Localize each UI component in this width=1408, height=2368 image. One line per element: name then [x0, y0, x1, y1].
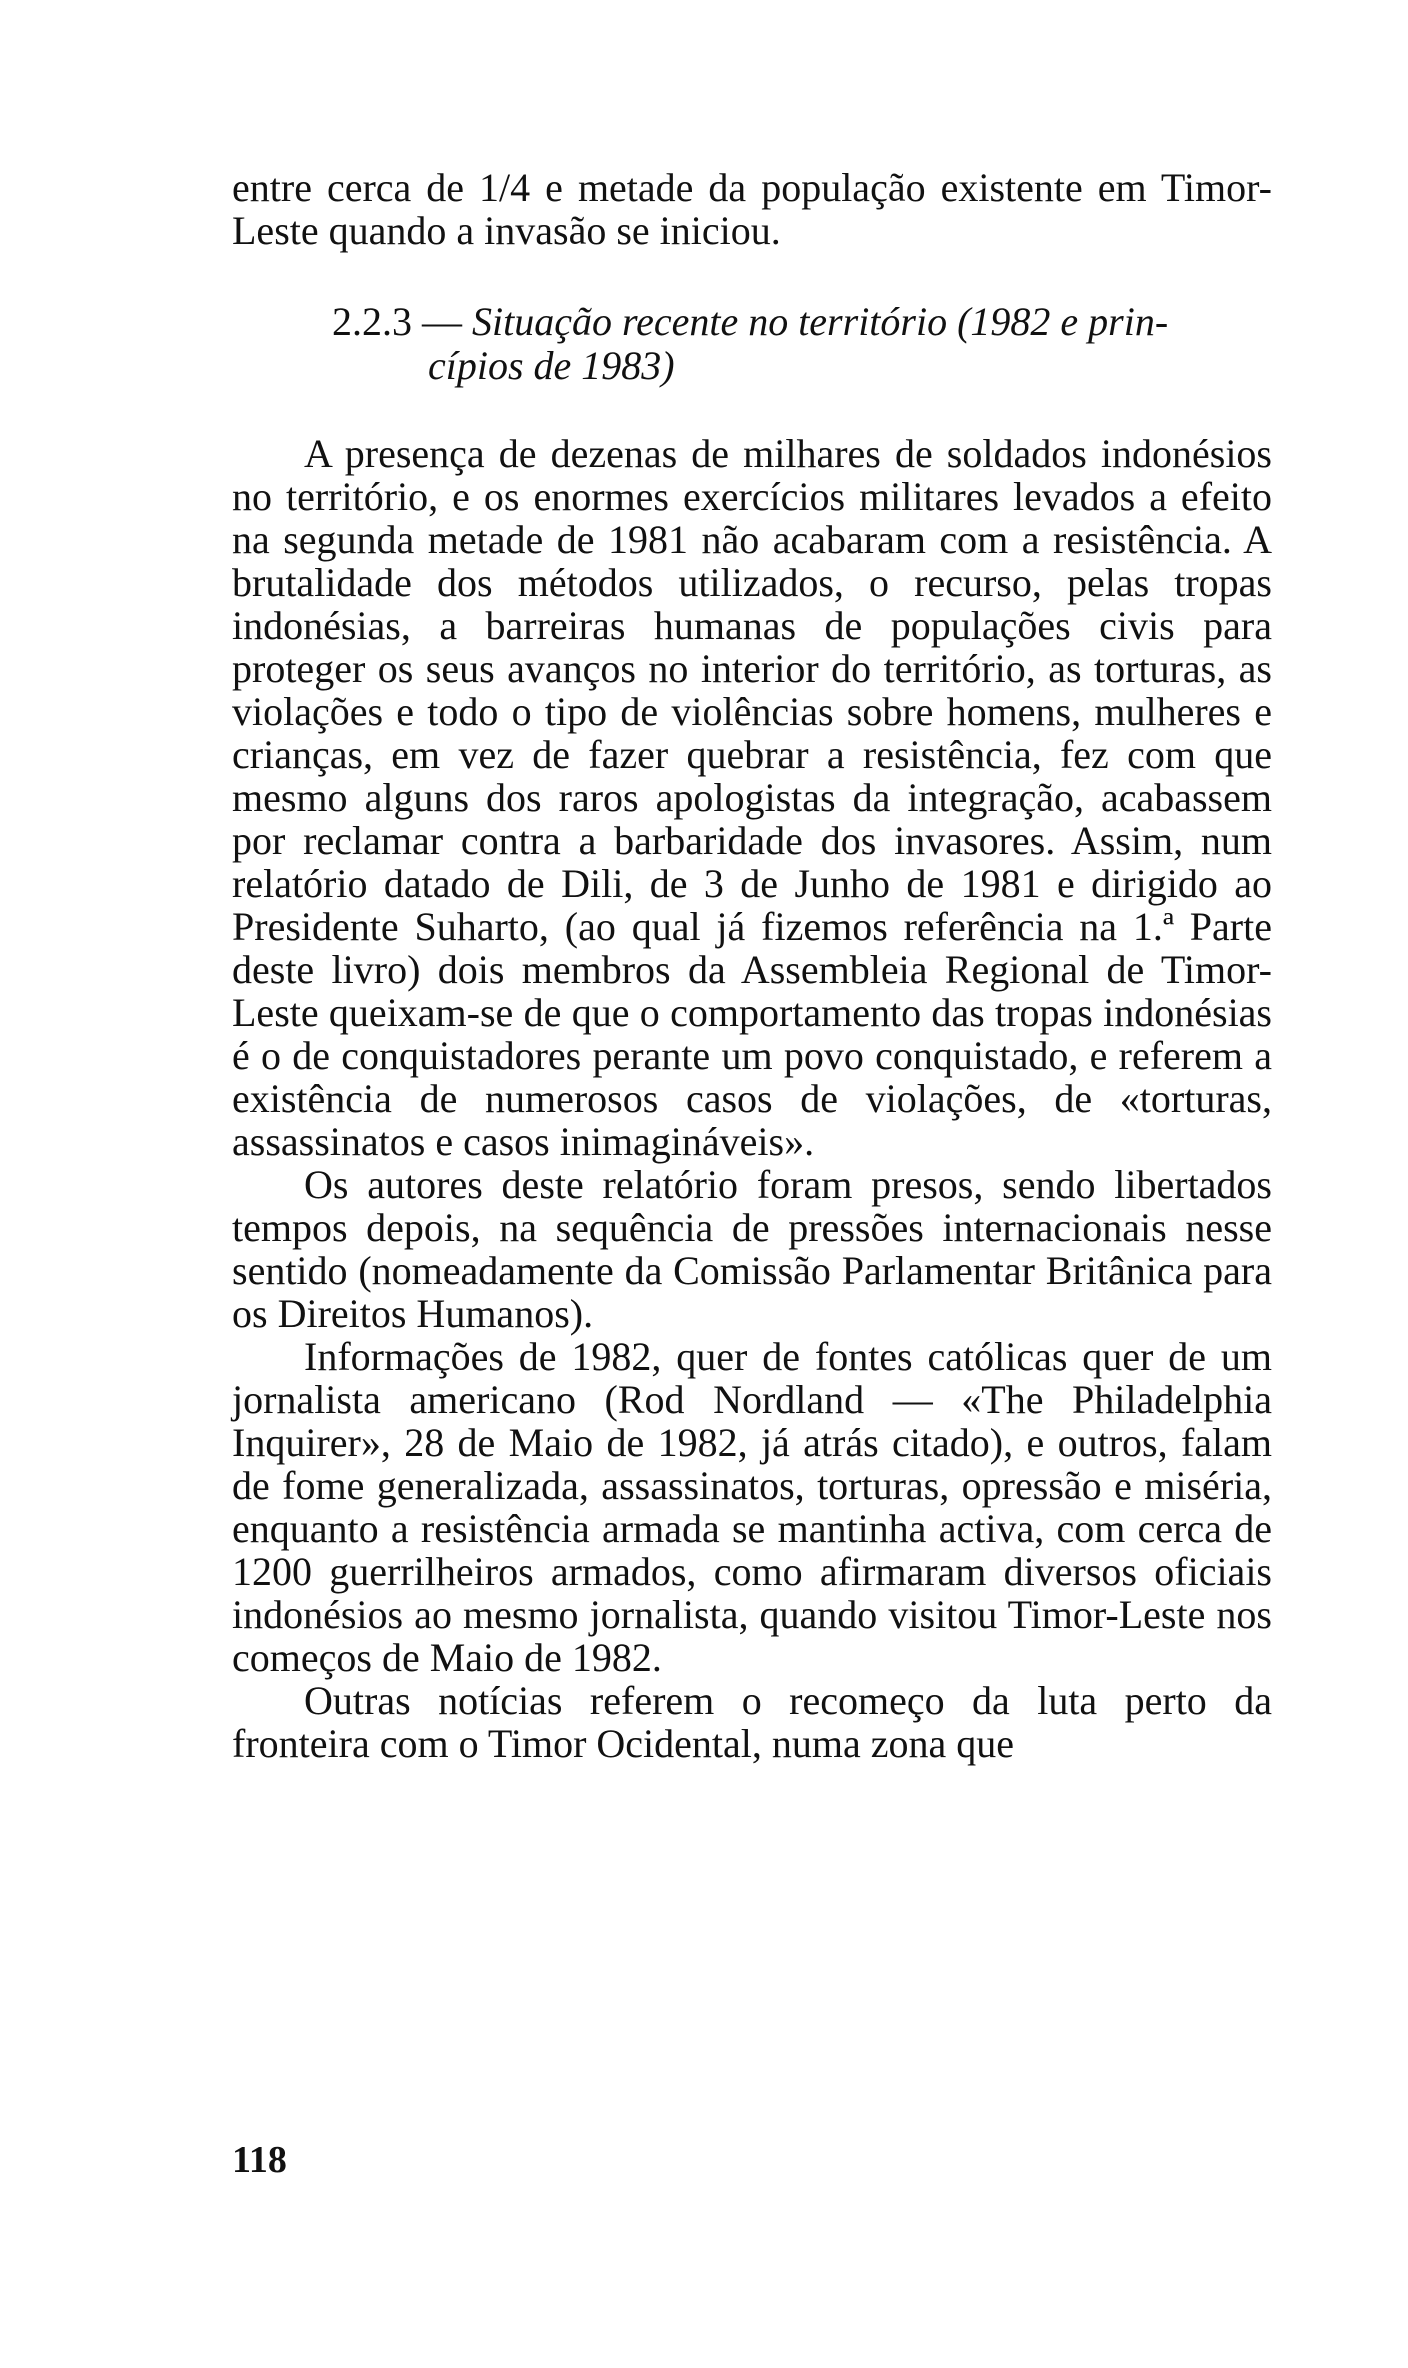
top-text-block	[232, 166, 1272, 252]
section-title-line-2: cípios de 1983)	[428, 343, 675, 388]
paragraph-4: Outras notícias referem o recomeço da luta perto da fronteira com o Timor Ocidental, numa zona que	[232, 1678, 1272, 1766]
section-number: 2.2.3 —	[332, 299, 462, 344]
paragraph-3: Informações de 1982, quer de fontes católicas quer de um jornalista americano (Rod Nordland — «The Philadelphia Inquirer», 28 de Maio de 1982, já atrás citado), e outros, falam de fome generalizada, assassinatos, torturas, opressão e miséria, enquanto a resistência armada se mantinha activa, com cerca de 1200 guerrilheiros armados, como afirmaram diversos oficiais indonésios ao mesmo jornalista, quando visitou Timor-Leste nos começos de Maio de 1982.	[232, 1334, 1272, 1680]
main-text-block	[232, 432, 1272, 1765]
paragraph-2: Os autores deste relatório foram presos, sendo libertados tempos depois, na sequência de pressões internacionais nesse sentido (nomeadamente da Comissão Parlamentar Britânica para os Direitos Humanos).	[232, 1162, 1272, 1336]
section-heading	[332, 300, 1272, 388]
paragraph-1: A presença de dezenas de milhares de soldados indonésios no território, e os enormes exercícios militares levados a efeito na segunda metade de 1981 não acabaram com a resistência. A brutalidade dos métodos utilizados, o recurso, pelas tropas indonésias, a barreiras humanas de populações civis para proteger os seus avanços no interior do território, as torturas, as violações e todo o tipo de violências sobre homens, mulheres e crianças, em vez de fazer quebrar a resistência, fez com que mesmo alguns dos raros apologistas da integração, acabassem por reclamar contra a barbaridade dos invasores. Assim, num relatório datado de Dili, de 3 de Junho de 1981 e dirigido ao Presidente Suharto, (ao qual já fizemos referência na 1.ª Parte deste livro) dois membros da Assembleia Regional de Timor-Leste queixam-se de que o comportamento das tropas indonésias é o de conquistadores perante um povo conquistado, e referem a existência de numerosos casos de violações, de «torturas, assassinatos e casos inimagináveis».	[232, 431, 1272, 1164]
top-paragraph: entre cerca de 1/4 e metade da população existente em Timor-Leste quando a invasão se iniciou.	[232, 165, 1272, 253]
section-title-line-1: Situação recente no território (1982 e prin-	[472, 299, 1169, 344]
page-number: 118	[232, 2139, 287, 2181]
